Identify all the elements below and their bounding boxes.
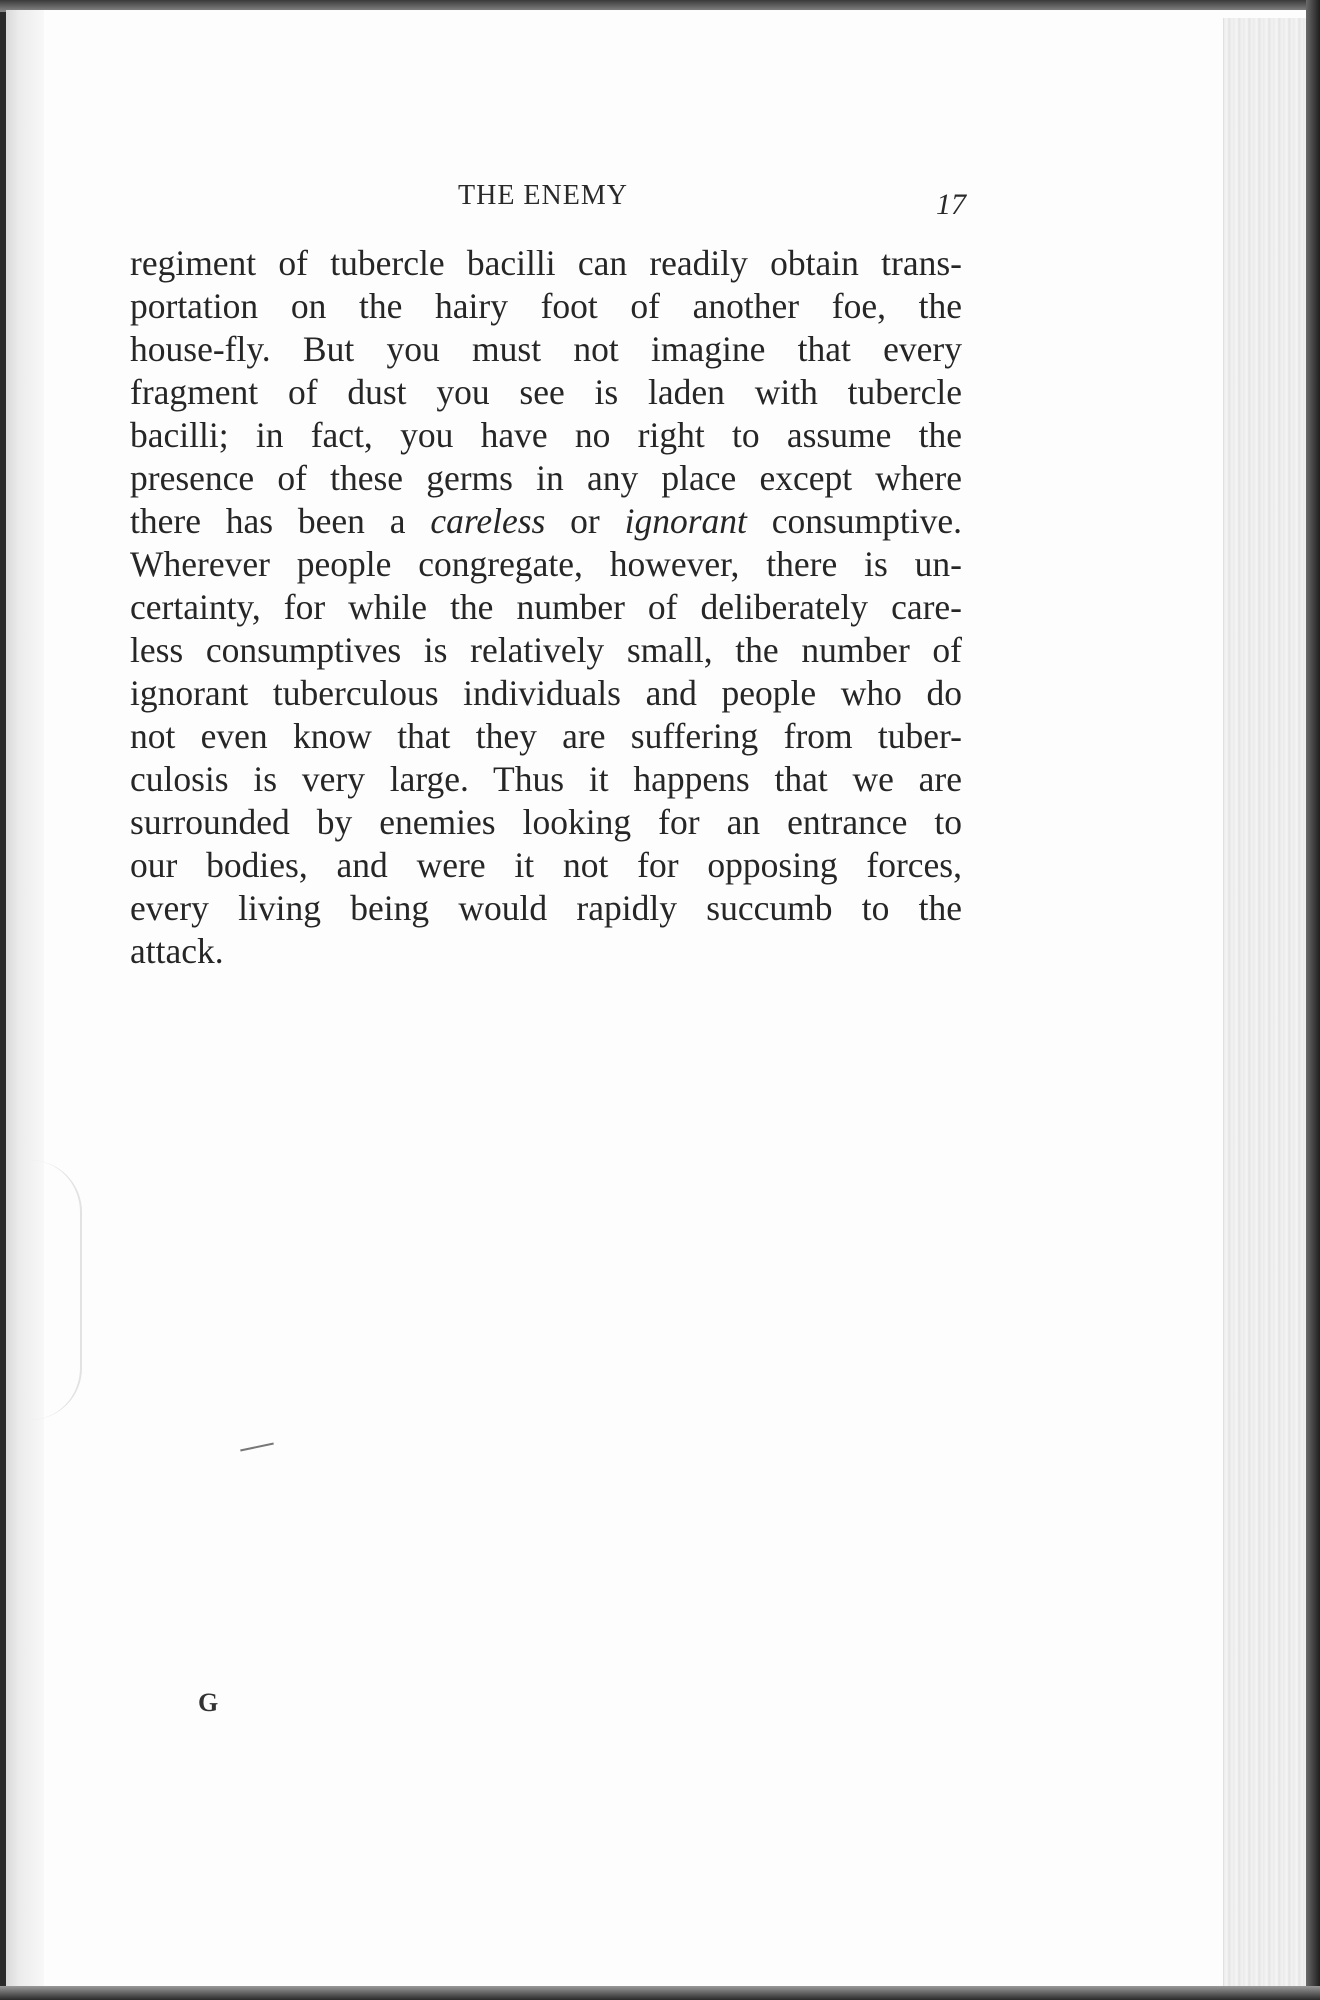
text-segment: or: [545, 501, 625, 541]
running-head: [128, 180, 968, 220]
page-number: 17: [936, 188, 966, 221]
text-line: house-fly. But you must not imagine that every: [130, 329, 962, 369]
text-line: regiment of tubercle bacilli can readily obtain trans-: [130, 243, 962, 283]
page-stack-edge: [1223, 18, 1306, 1986]
italic-word-careless: careless: [430, 501, 546, 541]
text-line: fragment of dust you see is laden with tubercle: [130, 372, 962, 412]
page-fold-curve: [30, 1160, 82, 1420]
text-line: Wherever people congregate, however, there is un-: [130, 544, 962, 584]
text-line: every living being would rapidly succumb to the: [130, 888, 962, 928]
text-line: certainty, for while the number of deliberately care-: [130, 587, 962, 627]
text-line: bacilli; in fact, you have no right to assume the: [130, 415, 962, 455]
text-line: surrounded by enemies looking for an entrance to: [130, 802, 962, 842]
text-line: portation on the hairy foot of another foe, the: [130, 286, 962, 326]
text-line-with-italics: [130, 500, 962, 543]
text-line: our bodies, and were it not for opposing forces,: [130, 845, 962, 885]
text-line: not even know that they are suffering from tuber-: [130, 716, 962, 756]
text-line: culosis is very large. Thus it happens that we are: [130, 759, 962, 799]
text-segment: there has been a: [130, 501, 431, 541]
text-line-final: attack.: [130, 931, 224, 971]
text-line: presence of these germs in any place except where: [130, 458, 962, 498]
printer-signature-mark: G: [198, 1688, 219, 1717]
text-line: less consumptives is relatively small, the number of: [130, 630, 962, 670]
text-segment: consumptive.: [746, 501, 963, 541]
italic-word-ignorant: ignorant: [624, 501, 747, 541]
running-head-title: THE ENEMY: [458, 180, 628, 211]
page-gutter-shadow: [6, 10, 44, 1988]
scan-bottom-border: [0, 1986, 1320, 2000]
text-line: ignorant tuberculous individuals and people who do: [130, 673, 962, 713]
body-paragraph: [130, 242, 962, 973]
scan-right-border: [1306, 0, 1320, 2000]
